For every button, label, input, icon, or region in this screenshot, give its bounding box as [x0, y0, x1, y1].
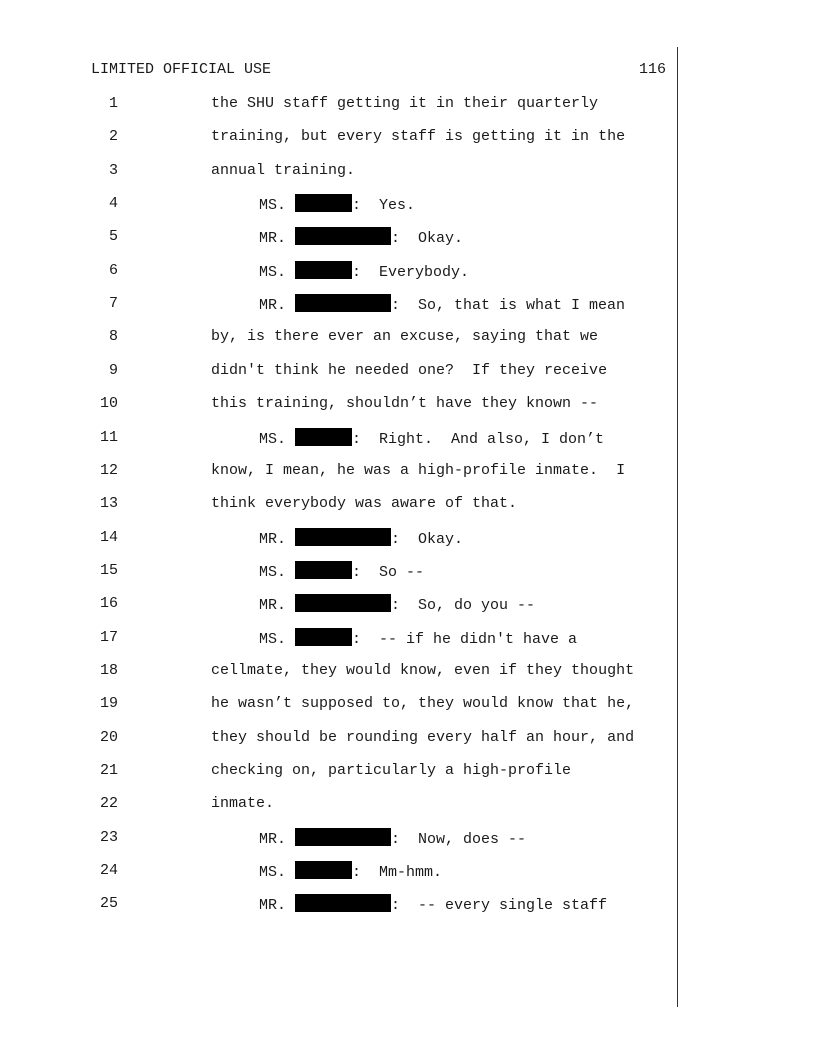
line-number: 11: [99, 429, 118, 446]
speaker-title: MS.: [259, 564, 296, 581]
speaker-line: [259, 227, 463, 249]
line-text: the SHU staff getting it in their quarterly: [211, 95, 599, 112]
redacted-name: [295, 628, 352, 646]
transcript-line: [0, 761, 816, 781]
line-text: : Yes.: [352, 197, 416, 214]
line-text: : Everybody.: [352, 264, 470, 281]
line-number: 21: [99, 762, 118, 779]
transcript-line: [0, 894, 816, 914]
speaker-title: MS.: [259, 197, 296, 214]
line-text: cellmate, they would know, even if they thought: [211, 662, 635, 679]
line-number: 18: [99, 662, 118, 679]
speaker-title: MR.: [259, 831, 296, 848]
page-number: 116: [638, 61, 666, 78]
transcript-line: [0, 194, 816, 214]
transcript-line: [0, 161, 816, 181]
line-text: know, I mean, he was a high-profile inmate. I: [211, 462, 626, 479]
line-number: 2: [108, 128, 118, 145]
line-number: 20: [99, 729, 118, 746]
line-number: 13: [99, 495, 118, 512]
speaker-line: [259, 428, 604, 450]
classification-header: LIMITED OFFICIAL USE: [91, 61, 272, 78]
speaker-line: [259, 261, 469, 283]
line-number: 6: [108, 262, 118, 279]
redacted-name: [295, 594, 391, 612]
redacted-name: [295, 261, 352, 279]
transcript-line: [0, 661, 816, 681]
transcript-line: [0, 628, 816, 648]
transcript-line: [0, 461, 816, 481]
line-number: 1: [108, 95, 118, 112]
speaker-line: [259, 894, 607, 916]
transcript-line: [0, 828, 816, 848]
speaker-title: MS.: [259, 864, 296, 881]
speaker-title: MS.: [259, 631, 296, 648]
speaker-line: [259, 628, 577, 650]
line-number: 9: [108, 362, 118, 379]
redacted-name: [295, 227, 391, 245]
line-text: : So, that is what I mean: [391, 297, 626, 314]
speaker-title: MR.: [259, 531, 296, 548]
speaker-line: [259, 194, 415, 216]
line-number: 12: [99, 462, 118, 479]
line-number: 19: [99, 695, 118, 712]
line-text: : Right. And also, I don’t: [352, 431, 605, 448]
line-text: this training, shouldn’t have they known --: [211, 395, 599, 412]
line-number: 25: [99, 895, 118, 912]
transcript-line: [0, 428, 816, 448]
line-number: 24: [99, 862, 118, 879]
transcript-line: [0, 394, 816, 414]
transcript-line: [0, 728, 816, 748]
line-number: 10: [99, 395, 118, 412]
line-text: : So, do you --: [391, 597, 536, 614]
line-number: 14: [99, 529, 118, 546]
line-text: checking on, particularly a high-profile: [211, 762, 572, 779]
redacted-name: [295, 894, 391, 912]
line-text: : Now, does --: [391, 831, 527, 848]
line-text: he wasn’t supposed to, they would know that he,: [211, 695, 635, 712]
transcript-line: [0, 861, 816, 881]
line-number: 5: [108, 228, 118, 245]
speaker-line: [259, 861, 442, 883]
line-text: they should be rounding every half an hour, and: [211, 729, 635, 746]
speaker-title: MR.: [259, 897, 296, 914]
transcript-line: [0, 528, 816, 548]
speaker-line: [259, 828, 526, 850]
transcript-line: [0, 261, 816, 281]
transcript-line: [0, 327, 816, 347]
line-text: didn't think he needed one? If they receive: [211, 362, 608, 379]
line-text: inmate.: [211, 795, 275, 812]
line-text: annual training.: [211, 162, 356, 179]
line-text: : Okay.: [391, 230, 464, 247]
line-text: : -- if he didn't have a: [352, 631, 578, 648]
transcript-line: [0, 794, 816, 814]
speaker-line: [259, 594, 535, 616]
speaker-title: MS.: [259, 264, 296, 281]
redacted-name: [295, 528, 391, 546]
transcript-line: [0, 294, 816, 314]
transcript-line: [0, 694, 816, 714]
line-text: think everybody was aware of that.: [211, 495, 518, 512]
line-number: 22: [99, 795, 118, 812]
line-number: 16: [99, 595, 118, 612]
line-text: : So --: [352, 564, 425, 581]
line-text: training, but every staff is getting it in the: [211, 128, 626, 145]
transcript-line: [0, 494, 816, 514]
speaker-title: MR.: [259, 597, 296, 614]
speaker-title: MR.: [259, 297, 296, 314]
redacted-name: [295, 828, 391, 846]
redacted-name: [295, 428, 352, 446]
speaker-title: MS.: [259, 431, 296, 448]
line-number: 7: [108, 295, 118, 312]
line-text: : -- every single staff: [391, 897, 608, 914]
line-text: : Okay.: [391, 531, 464, 548]
line-number: 4: [108, 195, 118, 212]
line-text: by, is there ever an excuse, saying that we: [211, 328, 599, 345]
line-number: 15: [99, 562, 118, 579]
speaker-title: MR.: [259, 230, 296, 247]
transcript-line: [0, 127, 816, 147]
line-number: 3: [108, 162, 118, 179]
redacted-name: [295, 294, 391, 312]
speaker-line: [259, 294, 625, 316]
redacted-name: [295, 561, 352, 579]
transcript-line: [0, 227, 816, 247]
line-number: 23: [99, 829, 118, 846]
redacted-name: [295, 194, 352, 212]
transcript-line: [0, 561, 816, 581]
transcript-line: [0, 94, 816, 114]
transcript-line: [0, 594, 816, 614]
speaker-line: [259, 528, 463, 550]
line-text: : Mm-hmm.: [352, 864, 443, 881]
redacted-name: [295, 861, 352, 879]
transcript-line: [0, 361, 816, 381]
speaker-line: [259, 561, 424, 583]
line-number: 8: [108, 328, 118, 345]
line-number: 17: [99, 629, 118, 646]
